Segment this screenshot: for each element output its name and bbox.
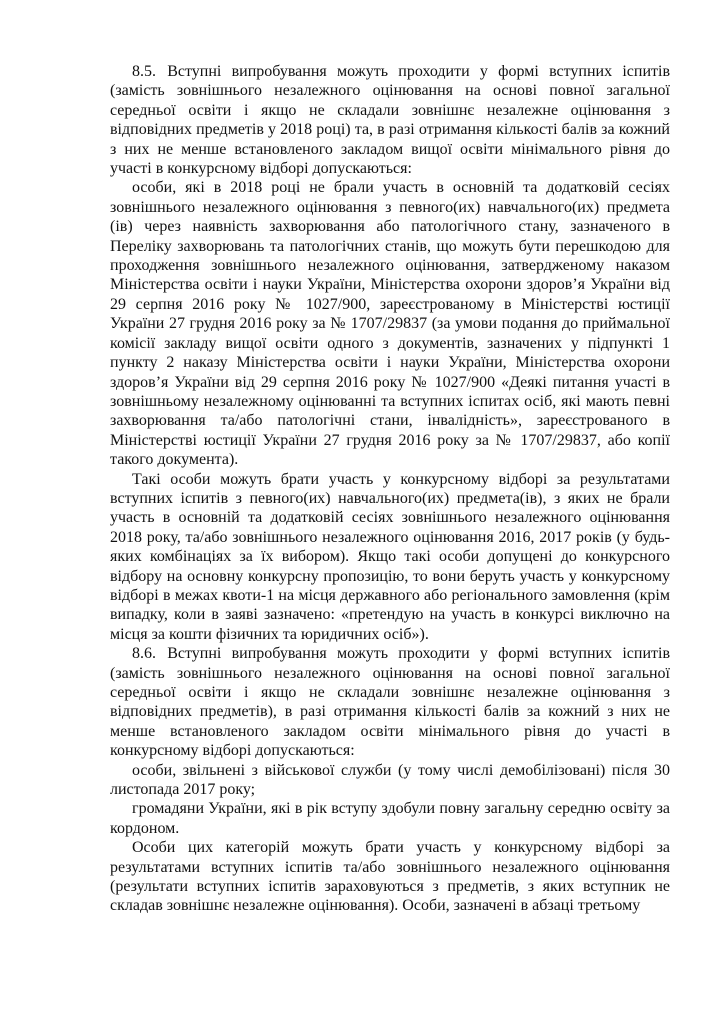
paragraph-8-5 <box>110 62 670 178</box>
paragraph-text: особи, звільнені з військової служби (у тому числі демобілізовані) після 30 листопада 2017 року; <box>110 761 670 799</box>
paragraph-8-5-persons <box>110 178 670 469</box>
paragraph-8-6-categories <box>110 838 670 916</box>
paragraph-text: Вступні випробування можуть проходити у формі вступних іспитів (замість зовнішнього незалежного оцінювання на основі повної загальної середньої освіти і якщо не складали зовнішнє незалежне оцінювання з відповідних предметів у 2018 році) та, в разі отримання кількості балів за кожний з них не менше встановленого закладом вищої освіти мінімального рівня до участі в конкурсному відборі допускаються: <box>110 63 671 178</box>
paragraph-text: Такі особи можуть брати участь у конкурсному відборі за результатами вступних іспитів з певного(их) навчального(их) предмета(ів), з яких не брали участь в основній та додатковій сесіях зовнішнього незалежного оцінювання 2018 року, та/або зовнішнього незалежного оцінювання 2016, 2017 років (у будь-яких комбінаціях за їх вибором). Якщо такі особи допущені до конкурсного відбору на основну конкурсну пропозицію, то вони беруть участь у конкурсному відборі в межах квоти-1 на місця державного або регіонального замовлення (крім випадку, коли в заяві зазначено: «претендую на участь в конкурсі виключно на місця за кошти фізичних та юридичних осіб»). <box>110 470 670 643</box>
paragraph-number: 8.5. <box>132 63 156 80</box>
paragraph-number: 8.6. <box>132 645 156 663</box>
paragraph-text: громадяни України, які в рік вступу здобули повну загальну середню освіту за кордоном. <box>110 800 670 837</box>
paragraph-text: Вступні випробування можуть проходити у формі вступних іспитів (замість зовнішнього незалежного оцінювання на основі повної загальної середньої освіти і якщо не складали зовнішнє незалежне оцінювання з відповідних предметів), в разі отримання кількості балів за кожний з них не менше встановленого закладом освіти мінімального рівня до участі в конкурсному відборі допускаються: <box>110 645 671 760</box>
paragraph-8-6-abroad <box>110 799 670 838</box>
paragraph-8-6-military <box>110 761 670 800</box>
paragraph-text: Особи цих категорій можуть брати участь у конкурсному відборі за результатами вступних іспитів та/або зовнішнього незалежного оцінювання (результати вступних іспитів зараховуються з предметів, з яких вступник не складав зовнішнє незалежне оцінювання). Особи, зазначені в абзаці третьому <box>110 839 670 915</box>
paragraph-8-5-participation <box>110 470 670 645</box>
paragraph-8-6 <box>110 644 670 760</box>
paragraph-text: особи, які в 2018 році не брали участь в основній та додатковій сесіях зовнішнього незалежного оцінювання з певного(их) навчального(их) предмета (ів) через наявність захворювання або патологічного стану, зазначеного в Переліку захворювань та патологічних станів, що можуть бути перешкодою для проходження зовнішнього незалежного оцінювання, затвердженому наказом Міністерства освіти і науки України, Міністерства охорони здоров’я України від 29 серпня 2016 року № 1027/900, зареєстрованому в Міністерстві юстиції України 27 грудня 2016 року за № 1707/29837 (за умови подання до приймальної комісії закладу вищої освіти одного з документів, зазначених у підпункті 1 пункту 2 наказу Міністерства освіти і науки України, Міністерства охорони здоров’я України від 29 серпня 2016 року № 1027/900 «Деякі питання участі в зовнішньому незалежному оцінюванні та вступних іспитах осіб, які мають певні захворювання та/або патологічні стани, інвалідність», зареєстрованого в Міністерстві юстиції України 27 грудня 2016 року за № 1707/29837, або копії такого документа). <box>110 179 670 469</box>
